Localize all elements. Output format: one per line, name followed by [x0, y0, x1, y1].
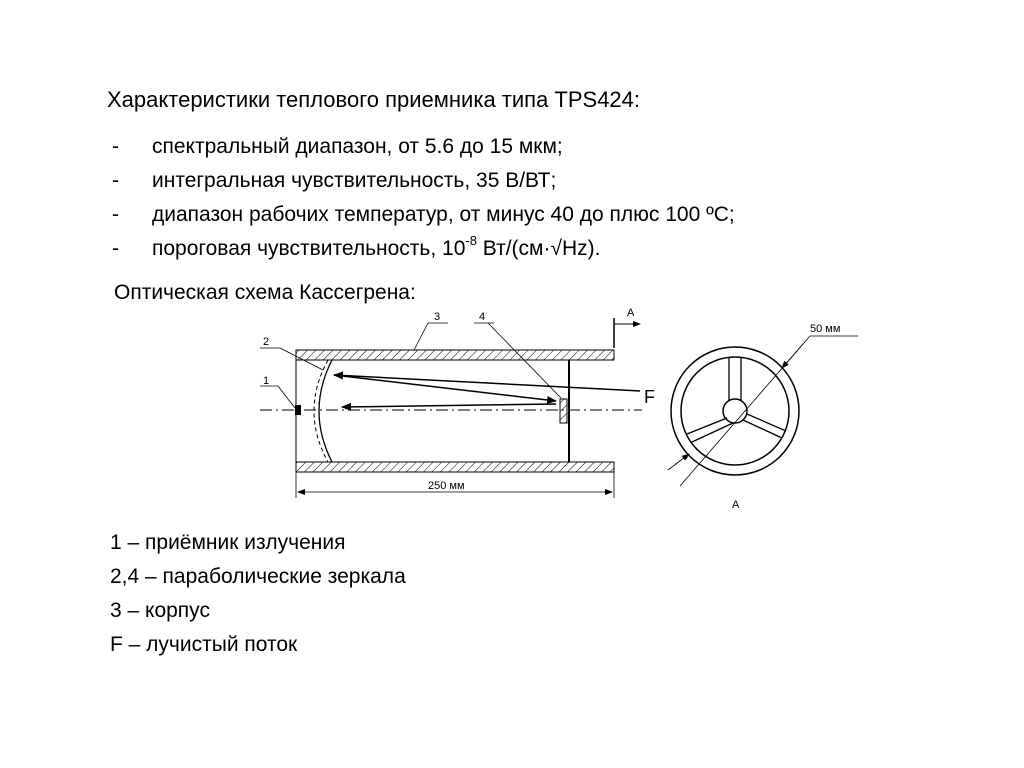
legend-item: F – лучистый поток: [110, 633, 298, 656]
cross-section: [671, 347, 799, 475]
spider-vane: [743, 420, 782, 438]
label-section-top: A: [627, 307, 635, 319]
spec-item: [112, 198, 735, 232]
label-secondary-mirror: 4: [479, 311, 486, 323]
secondary-mirror: [560, 399, 567, 423]
label-section-bottom: A: [732, 499, 740, 511]
spec-item: [112, 164, 735, 198]
housing-bottom-wall: [296, 462, 614, 472]
spec-text-after: Вт/(см·√Hz).: [476, 237, 601, 260]
label-primary-mirror: 2: [263, 336, 270, 348]
leader-3b: [414, 323, 428, 350]
leader-1b: [278, 386, 295, 408]
spec-text: [152, 233, 601, 260]
spec-list: [112, 130, 735, 266]
spec-item: [112, 130, 735, 164]
spider-vane: [687, 418, 727, 434]
cassegrain-diagram: [230, 300, 870, 516]
legend-item: 2,4 – параболические зеркала: [110, 565, 406, 588]
ray-reflected: [334, 375, 556, 401]
spec-text-before: пороговая чувствительность, 10: [152, 237, 466, 260]
dim-diameter-label: 50 мм: [810, 323, 841, 335]
spec-text: спектральный диапазон, от 5.6 до 15 мкм;: [152, 135, 563, 158]
legend-item: 3 – корпус: [110, 599, 210, 622]
dim-arrow-diameter-bottom: [668, 454, 689, 470]
spec-text: диапазон рабочих температур, от минус 40 до плюс 100 ºС;: [152, 203, 735, 226]
spec-exponent: -8: [465, 233, 477, 248]
dim-arrow-diameter-top: [782, 344, 803, 368]
legend-item: 1 – приёмник излучения: [110, 531, 346, 554]
bullet: -: [112, 203, 119, 226]
spider-vane: [747, 414, 786, 431]
spec-item: [112, 232, 735, 266]
bullet: -: [112, 169, 119, 192]
dim-length-label: 250 мм: [428, 480, 465, 492]
cross-section-hub: [723, 399, 747, 423]
bullet: -: [112, 135, 119, 158]
cross-section-inner: [681, 357, 789, 465]
slide-title: Характеристики теплового приемника типа TPS424:: [107, 87, 641, 112]
label-receiver: 1: [263, 375, 270, 387]
bullet: -: [112, 237, 119, 260]
label-housing: 3: [434, 311, 441, 323]
scheme-title: Оптическая схема Кассегрена:: [114, 281, 416, 304]
ray-to-receiver: [342, 404, 556, 407]
legend-list: [110, 526, 406, 662]
cross-section-outer: [671, 347, 799, 475]
label-flux: F: [644, 387, 655, 407]
housing-top-wall: [296, 350, 614, 360]
ray-incoming: [334, 375, 640, 391]
spec-text: интегральная чувствительность, 35 В/ВТ;: [152, 169, 557, 192]
